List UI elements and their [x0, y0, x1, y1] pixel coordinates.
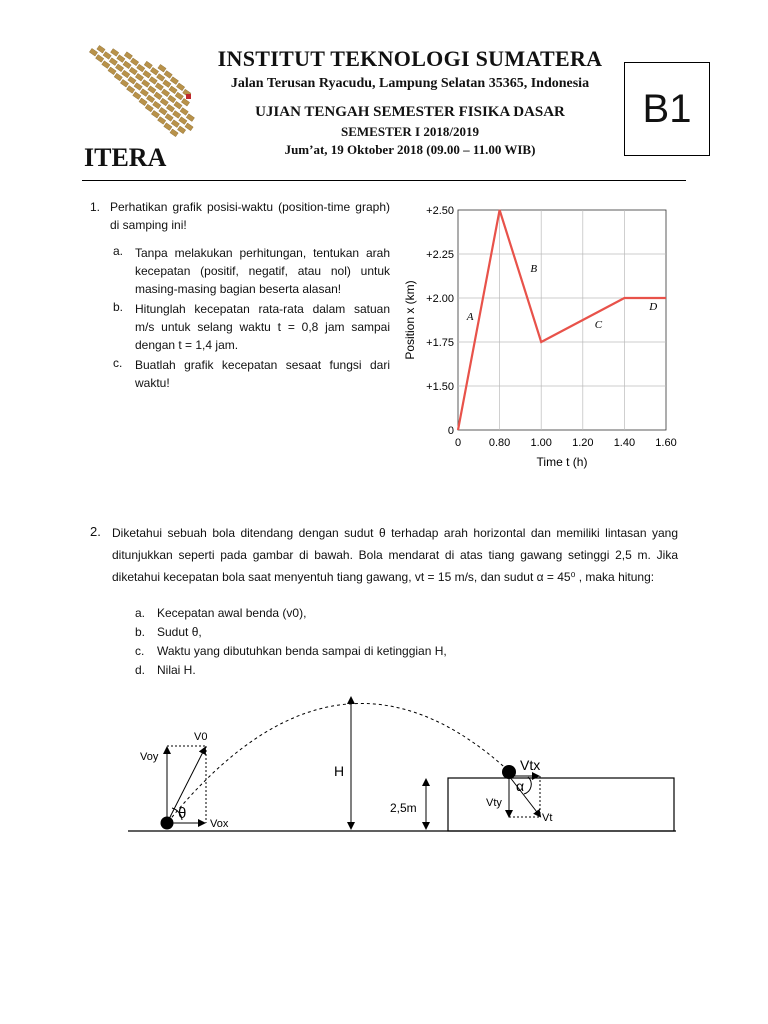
q1b-text: Hitunglah kecepatan rata-rata dalam satuan m/s untuk selang waktu t = 0,8 jam sampai dengan t = 1,4 jam. — [135, 302, 390, 352]
logo-brick — [164, 123, 172, 131]
segment-label: A — [466, 311, 474, 323]
q2c-label: c. — [135, 644, 145, 658]
logo-brick — [185, 123, 193, 131]
height-label: 2,5m — [390, 801, 417, 815]
logo-brick — [166, 104, 174, 112]
logo-brick — [145, 104, 153, 112]
logo-brick — [117, 55, 125, 63]
x-tick-label: 1.00 — [530, 437, 552, 449]
logo-brick — [173, 111, 181, 119]
y-tick-label: +2.00 — [426, 293, 454, 305]
logo-brick — [171, 120, 179, 128]
logo-brick — [133, 92, 141, 100]
q1b-label: b. — [113, 300, 124, 314]
logo-brick — [163, 80, 171, 88]
logo-brick — [140, 89, 148, 97]
logo-brick — [109, 58, 117, 66]
q2d-text: Nilai H. — [157, 663, 196, 677]
q2b-text: Sudut θ, — [157, 625, 202, 639]
q2b-label: b. — [135, 625, 146, 639]
logo-brick — [157, 74, 165, 82]
q1-intro: Perhatikan grafik posisi-waktu (position-time graph) di samping ini! — [110, 200, 390, 232]
logo-brick — [158, 64, 166, 72]
logo-red-square — [186, 94, 191, 99]
logo-brick — [124, 52, 132, 60]
logo-brick — [139, 98, 147, 106]
x-tick-label: 0 — [454, 437, 462, 449]
theta-label: θ — [178, 805, 187, 822]
header-divider — [82, 180, 686, 181]
logo-brick — [168, 95, 176, 103]
goal-post-box — [448, 778, 674, 831]
logo-brick — [134, 83, 142, 91]
logo-brick — [89, 48, 97, 56]
logo-brick — [130, 58, 138, 66]
segment-label: D — [649, 301, 658, 313]
y-tick-label: 0 — [447, 425, 454, 437]
v0-label: V0 — [194, 731, 208, 743]
position-time-chart — [398, 196, 688, 476]
logo-brick — [129, 67, 137, 75]
x-tick-label: 1.60 — [655, 437, 677, 449]
logo-brick — [137, 64, 145, 72]
exam-date: Jum’at, 19 Oktober 2018 (09.00 – 11.00 WIB) — [284, 142, 536, 157]
logo-brick — [96, 55, 104, 63]
exam-code: B1 — [642, 86, 692, 131]
logo-brick — [120, 79, 128, 87]
logo-brick — [111, 49, 119, 57]
logo-brick — [164, 71, 172, 79]
logo-brick — [176, 83, 184, 91]
q1a-text: Tanpa melakukan perhitungan, tentukan arah kecepatan (positif, negatif, atau nol) untuk masing-masing bagian beserta alasan! — [135, 246, 390, 296]
logo-brick — [148, 86, 156, 94]
q2-text: Diketahui sebuah bola ditendang dengan sudut θ terhadap arah horizontal dan memiliki lintasan yang ditunjukkan seperti pada gambar di bawah. Bola mendarat di atas tiang gawang setinggi 2,5 m. Jika diketahui kecepatan bola saat menyentuh tiang gawang, vt = 15 m/s, dan sudut α = 45⁰ , maka hitung: — [112, 526, 678, 584]
logo-brick — [177, 126, 185, 134]
logo-brick — [103, 52, 111, 60]
chart-ylabel: Position x (km) — [403, 280, 417, 360]
institution-name: INSTITUT TEKNOLOGI SUMATERA — [217, 46, 603, 71]
vtx-label: Vtx — [520, 757, 541, 773]
logo-brick — [128, 76, 136, 84]
logo-brick — [170, 77, 178, 85]
H-label: H — [334, 763, 345, 779]
logo-brick — [135, 73, 143, 81]
projectile-diagram — [120, 690, 690, 850]
logo-brick — [161, 89, 169, 97]
q2a-label: a. — [135, 606, 146, 620]
logo-brick — [97, 45, 105, 53]
x-tick-label: 0.80 — [488, 437, 511, 449]
logo-brick — [179, 117, 187, 125]
logo-brick — [165, 114, 173, 122]
exam-title: UJIAN TENGAH SEMESTER FISIKA DASAR — [255, 104, 565, 120]
logo-brick — [150, 67, 158, 75]
vox-label: Vox — [210, 818, 229, 830]
segment-label: B — [530, 263, 538, 275]
plot-area — [458, 210, 666, 430]
exam-code-box — [624, 62, 710, 156]
logo-brick — [170, 129, 178, 137]
q1c-label: c. — [113, 356, 123, 370]
x-tick-label: 1.20 — [572, 437, 594, 449]
q1-number: 1. — [90, 200, 101, 214]
logo-brick — [144, 61, 152, 69]
logo-brick — [151, 110, 159, 118]
q2d-label: d. — [135, 663, 146, 677]
logo-brick — [108, 67, 116, 75]
logo-brick — [149, 77, 157, 85]
logo-brick — [102, 61, 110, 69]
logo-brick — [174, 101, 182, 109]
logo-brick — [155, 83, 163, 91]
y-tick-label: +1.50 — [426, 381, 454, 393]
q2-number: 2. — [90, 524, 101, 539]
logo-brick — [143, 70, 151, 78]
logo-brick — [142, 80, 150, 88]
vt-label: Vt — [542, 812, 553, 824]
logo-brick — [146, 95, 154, 103]
logo-brick — [122, 70, 130, 78]
logo-brick — [175, 92, 183, 100]
q1a-label: a. — [113, 244, 124, 258]
logo-brick — [154, 92, 162, 100]
logo-brick — [169, 86, 177, 94]
itera-logo — [82, 40, 202, 170]
logo-brick — [186, 114, 194, 122]
exam-semester: SEMESTER I 2018/2019 — [341, 124, 479, 139]
logo-brick — [180, 108, 188, 116]
logo-brick — [115, 64, 123, 72]
logo-brick — [181, 98, 189, 106]
logo-brick — [159, 107, 167, 115]
voy-label: Voy — [140, 751, 159, 763]
y-tick-label: +2.25 — [426, 249, 454, 261]
vt-vector — [509, 776, 540, 816]
logo-brick — [123, 61, 131, 69]
chart-xlabel: Time t (h) — [536, 455, 588, 469]
logo-brick — [114, 73, 122, 81]
alpha-arc — [524, 777, 531, 794]
logo-brick — [158, 117, 166, 125]
logo-brick — [127, 86, 135, 94]
logo-brick — [160, 98, 168, 106]
vty-label: Vty — [486, 797, 502, 809]
alpha-label: α — [516, 778, 525, 794]
logo-text: ITERA — [84, 143, 167, 170]
segment-label: C — [594, 319, 603, 331]
q2c-text: Waktu yang dibutuhkan benda sampai di ketinggian H, — [157, 644, 447, 658]
y-tick-label: +2.50 — [426, 205, 454, 217]
x-tick-label: 1.40 — [613, 437, 636, 449]
q1c-text: Buatlah grafik kecepatan sesaat fungsi dari waktu! — [135, 358, 390, 390]
institution-address: Jalan Terusan Ryacudu, Lampung Selatan 35365, Indonesia — [230, 76, 590, 91]
q2a-text: Kecepatan awal benda (v0), — [157, 606, 307, 620]
logo-brick — [153, 101, 161, 109]
y-tick-label: +1.75 — [426, 337, 454, 349]
